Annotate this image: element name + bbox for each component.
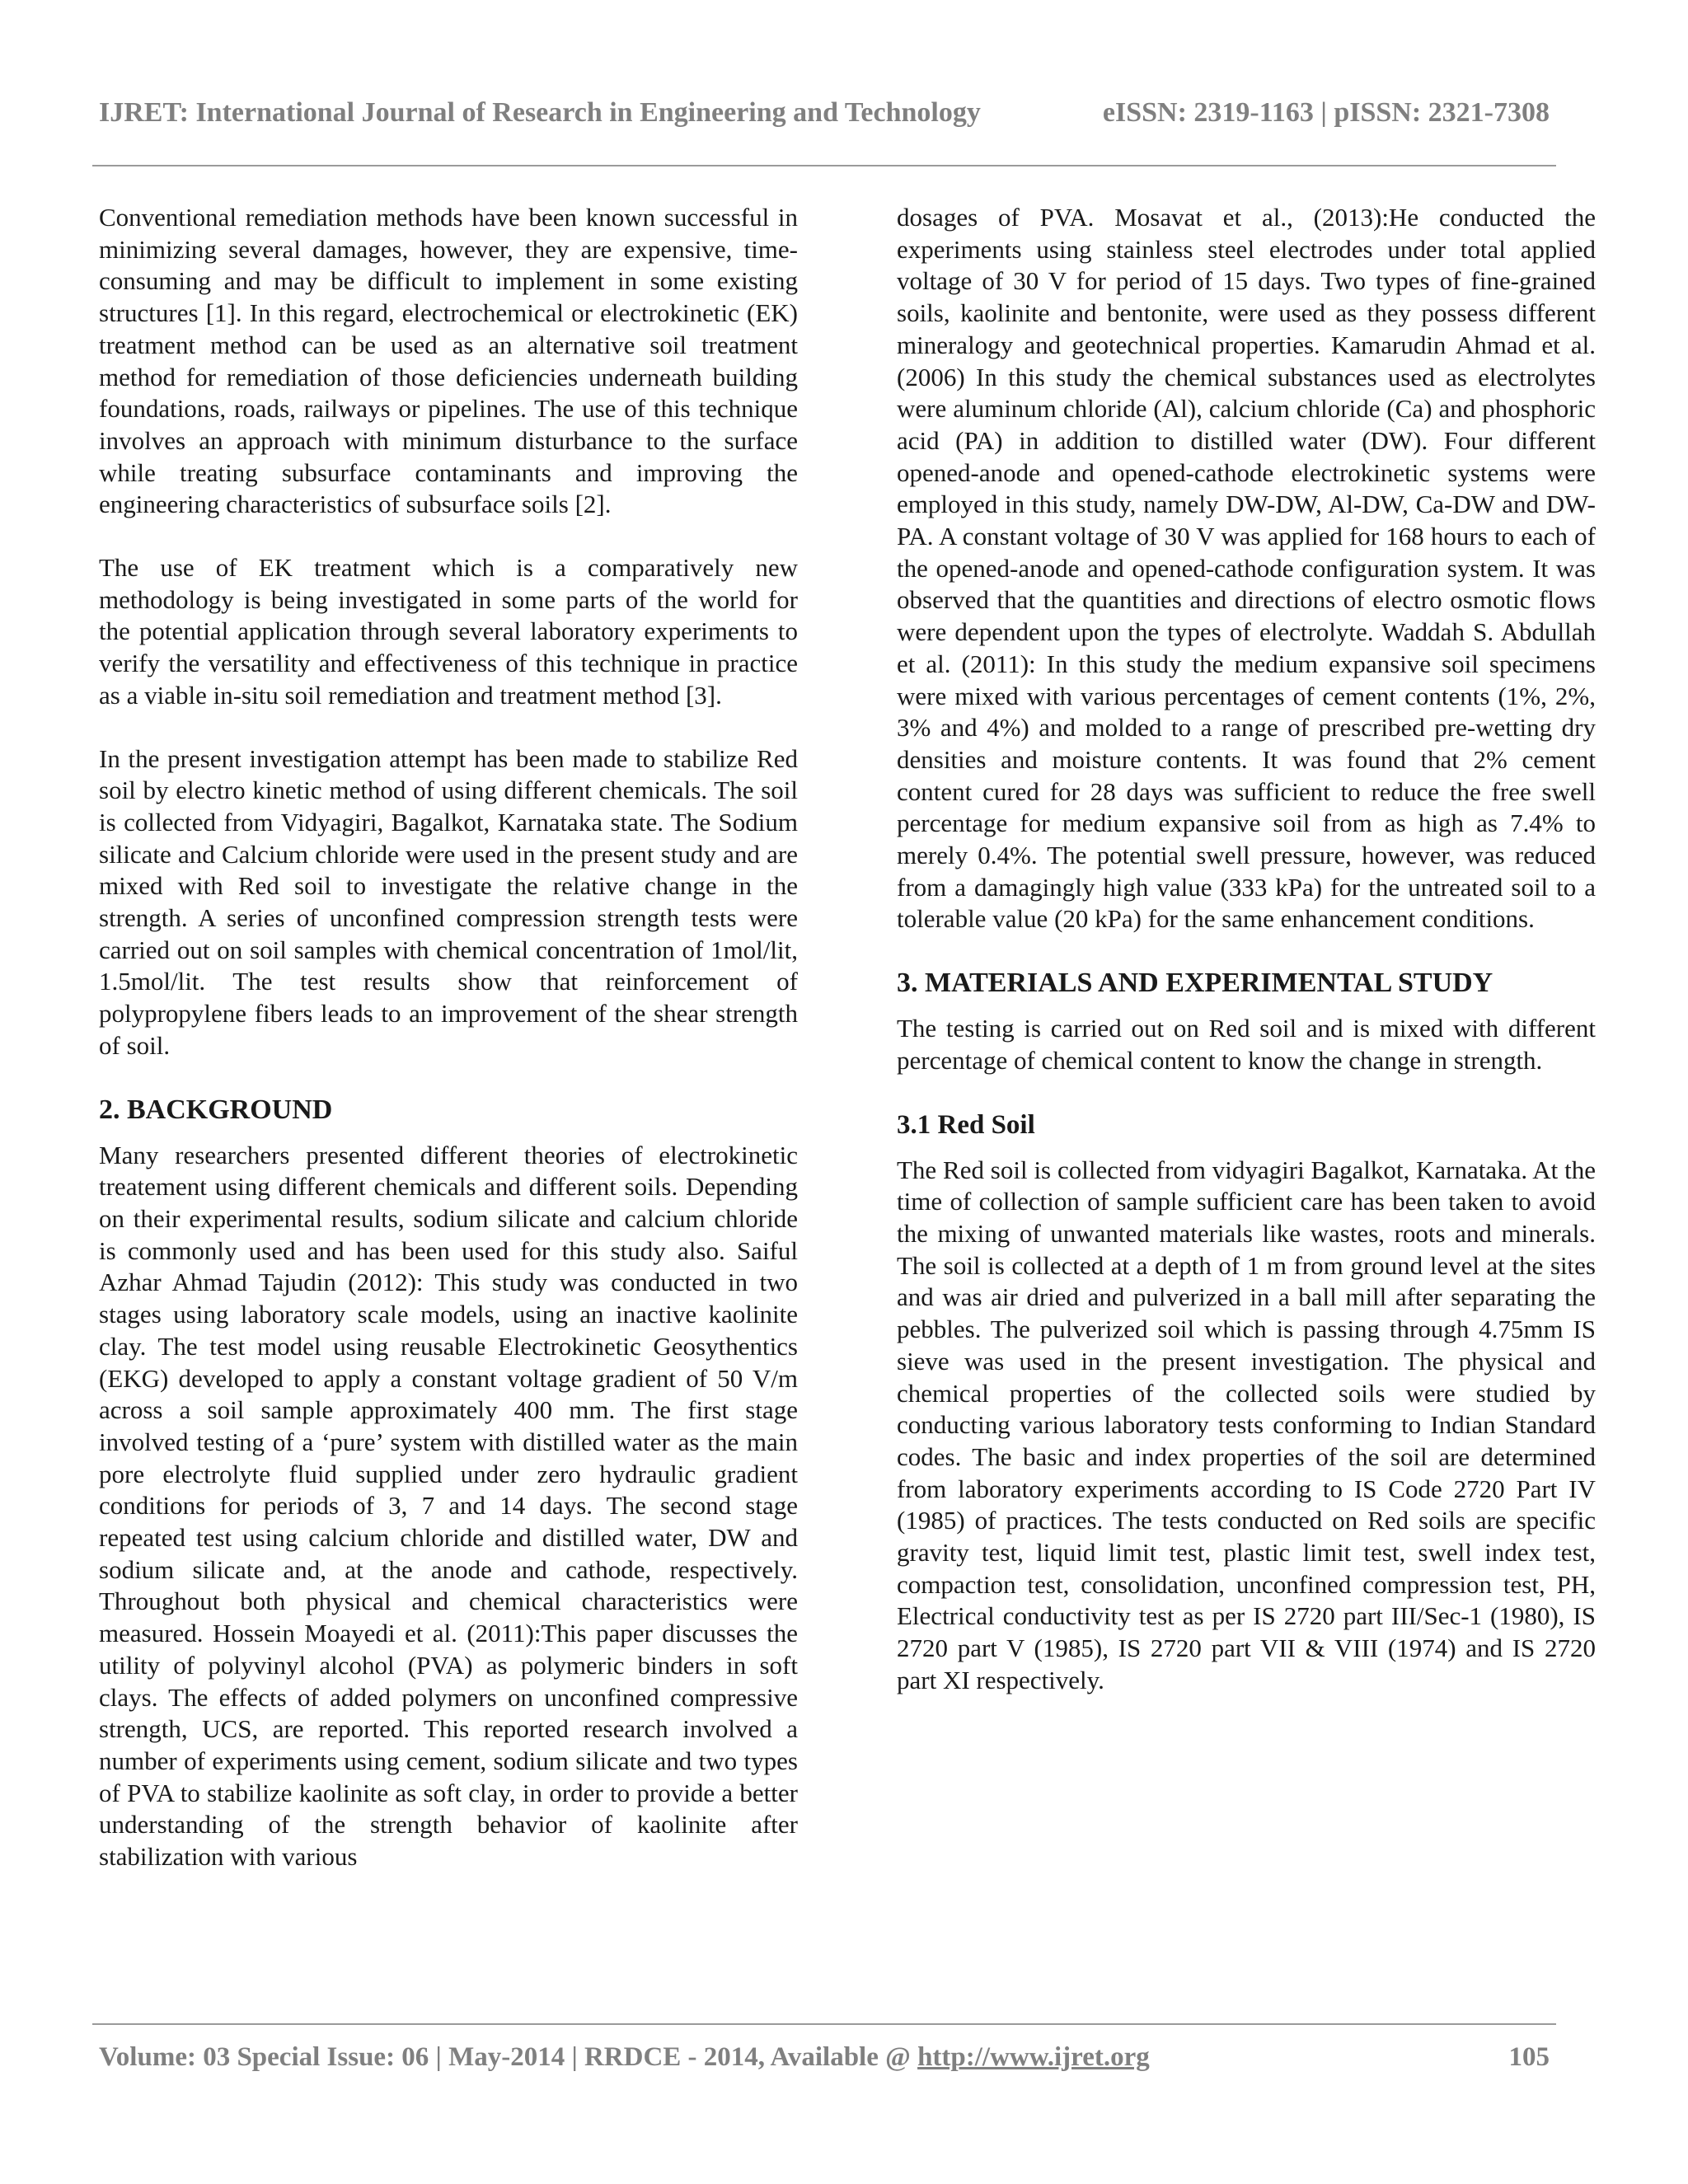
background-paragraph-continued: dosages of PVA. Mosavat et al., (2013):He conducted the experiments using stainless steel electrodes under total applied voltage of 30 V for period of 15 days. Two types of fine-grained soils, kaolinite and bentonite, were used as they possess different mineralogy and geotechnical properties. Kamarudin Ahmad et al. (2006) In this study the chemical substances used as electrolytes were aluminum chloride (Al), calcium chloride (Ca) and phosphoric acid (PA) in addition to distilled water (DW). Four different opened-anode and opened-cathode electrokinetic systems were employed in this study, namely DW-DW, Al-DW, Ca-DW and DW-PA. A constant voltage of 30 V was applied for 168 hours to each of the opened-anode and opened-cathode configuration system. It was observed that the quantities and directions of electro osmotic flows were dependent upon the types of electrolyte. Waddah S. Abdullah et al. (2011): In this study the medium expansive soil specimens were mixed with various percentages of cement contents (1%, 2%, 3% and 4%) and molded to a range of prescribed pre-wetting dry densities and moisture contents. It was found that 2% cement content cured for 28 days was sufficient to reduce the free swell percentage for medium expansive soil from as high as 7.4% to merely 0.4%. The potential swell pressure, however, was reduced from a damagingly high value (333 kPa) for the untreated soil to a tolerable value (20 kPa) for the same enhancement conditions. [897,203,1596,934]
red-soil-paragraph: The Red soil is collected from vidyagiri Bagalkot, Karnataka. At the time of collection of sample sufficient care has been taken to avoid the mixing of unwanted materials like wastes, roots and minerals. The soil is collected at a depth of 1 m from ground level at the sites and was air dried and pulverized in a ball mill after separating the pebbles. The pulverized soil which is passing through 4.75mm IS sieve was used in the present investigation. The physical and chemical properties of the collected soils were studied by conducting various laboratory tests conforming to Indian Standard codes. The basic and index properties of the soil are determined from laboratory experiments according to IS Code 2720 Part IV (1985) of practices. The tests conducted on Red soils are specific gravity test, liquid limit test, plastic limit test, swell index test, compaction test, consolidation, unconfined compression test, PH, Electrical conductivity test as per IS 2720 part III/Sec-1 (1980), IS 2720 part V (1985), IS 2720 part VII & VIII (1974) and IS 2720 part XI respectively. [897,1155,1596,1694]
section-heading-materials: 3. MATERIALS AND EXPERIMENTAL STUDY [897,968,1493,999]
materials-paragraph: The testing is carried out on Red soil and is mixed with different percentage of chemical content to know the change in strength. [897,1014,1596,1075]
page-footer [99,2042,1550,2083]
journal-link[interactable]: http://www.ijret.org [917,2042,1150,2072]
header-rule [92,165,1556,166]
footer-rule [92,2023,1556,2025]
intro-paragraph-2: The use of EK treatment which is a comparatively new methodology is being investigated in some parts of the world for the potential application through several laboratory experiments to verify the versatility and effectiveness of this technique in practice as a viable in-situ soil remediation and treatment method [3]. [99,553,798,710]
intro-paragraph-1: Conventional remediation methods have been known successful in minimizing several damages, however, they are expensive, time-consuming and may be difficult to implement in some existing structures [1]. In this regard, electrochemical or electrokinetic (EK) treatment method can be used as an alternative soil treatment method for remediation of those deficiencies underneath building foundations, roads, railways or pipelines. The use of this technique involves an approach with minimum disturbance to the surface while treating subsurface contaminants and improving the engineering characteristics of subsurface soils [2]. [99,203,798,519]
page-number: 105 [1508,2042,1550,2072]
background-paragraph: Many researchers presented different theories of electrokinetic treatement using different chemicals and different soils. Depending on their experimental results, sodium silicate and calcium chloride is commonly used and has been used for this study also. Saiful Azhar Ahmad Tajudin (2012): This study was conducted in two stages using laboratory scale models, using an inactive kaolinite clay. The test model using reusable Electrokinetic Geosythentics (EKG) developed to apply a constant voltage gradient of 50 V/m across a soil sample approximately 400 mm. The first stage involved testing of a ‘pure’ system with distilled water as the main pore electrolyte fluid supplied under zero hydraulic gradient conditions for periods of 3, 7 and 14 days. The second stage repeated test using calcium chloride and distilled water, DW and sodium silicate and, at the anode and cathode, respectively. Throughout both physical and chemical characteristics were measured. Hossein Moayedi et al. (2011):This paper discusses the utility of polyvinyl alcohol (PVA) as polymeric binders in soft clays. The effects of added polymers on unconfined compressive strength, UCS, are reported. This reported research involved a number of experiments using cement, sodium silicate and two types of PVA to stabilize kaolinite as soft clay, in order to provide a better understanding of the strength behavior of kaolinite after stabilization with various [99,1140,798,1872]
journal-title: IJRET: International Journal of Research in Engineering and Technology [99,97,981,128]
issn-info: eISSN: 2319-1163 | pISSN: 2321-7308 [1102,97,1550,128]
page-header [99,97,1550,138]
footer-volume-info [99,2042,1150,2073]
left-column [99,202,798,1905]
subsection-heading-red-soil: 3.1 Red Soil [897,1109,1035,1140]
right-column [897,202,1596,1728]
intro-paragraph-3: In the present investigation attempt has been made to stabilize Red soil by electro kinetic method of using different chemicals. The soil is collected from Vidyagiri, Bagalkot, Karnataka state. The Sodium silicate and Calcium chloride were used in the present study and are mixed with Red soil to investigate the relative change in the strength. A series of unconfined compression strength tests were carried out on soil samples with chemical concentration of 1mol/lit, 1.5mol/lit. The test results show that reinforcement of polypropylene fibers leads to an improvement of the shear strength of soil. [99,743,798,1060]
volume-text: Volume: 03 Special Issue: 06 | May-2014 | RRDCE - 2014, Available @ [99,2042,918,2072]
section-heading-background: 2. BACKGROUND [99,1094,333,1125]
